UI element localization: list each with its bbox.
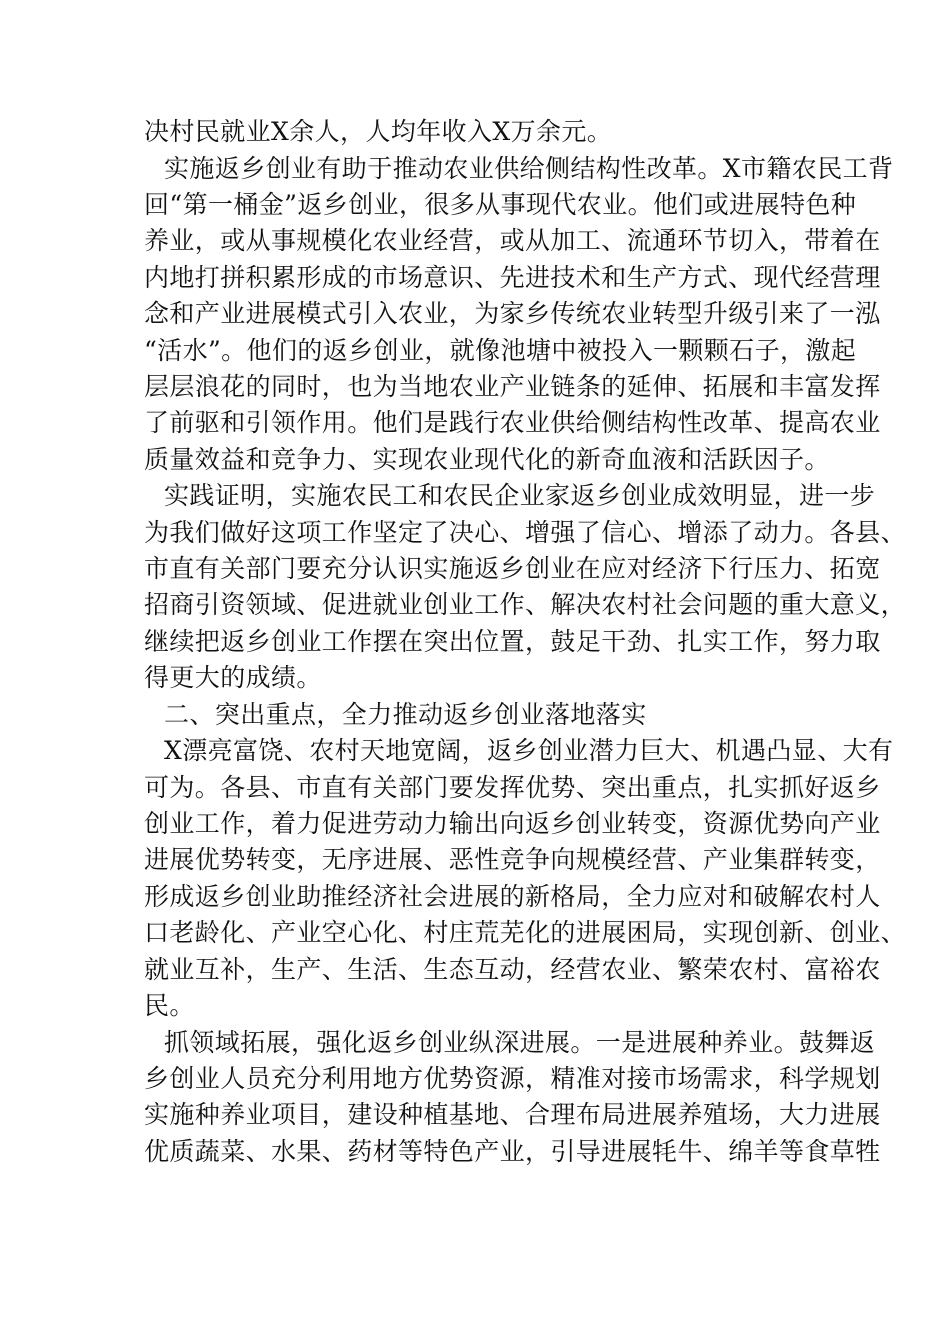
text-line: 就业互补，生产、生活、生态互动，经营农业、繁荣农村、富裕农 (144, 955, 881, 984)
text-line: 念和产业进展模式引入农业，为家乡传统农业转型升级引来了一泓 (144, 299, 881, 328)
text-line: 创业工作，着力促进劳动力输出向返乡创业转变，资源优势向产业 (144, 809, 881, 838)
text-line: “活水”。他们的返乡创业，就像池塘中被投入一颗颗石子，激起 (144, 336, 857, 365)
text-line: 养业，或从事规模化农业经营，或从加工、流通环节切入，带着在 (144, 226, 881, 255)
text-line: 进展优势转变，无序进展、恶性竞争向规模经营、产业集群转变， (144, 845, 881, 874)
text-line: 层层浪花的同时，也为当地农业产业链条的延伸、拓展和丰富发挥 (144, 372, 881, 401)
text-line: 决村民就业X余人，人均年收入X万余元。 (144, 117, 613, 146)
paragraph-first-line: X漂亮富饶、农村天地宽阔，返乡创业潜力巨大、机遇凸显、大有 (164, 736, 894, 765)
text-line: 实施种养业项目，建设种植基地、合理布局进展养殖场，大力进展 (144, 1100, 881, 1129)
section-heading: 二、突出重点，全力推动返乡创业落地落实 (164, 700, 647, 729)
text-line: 为我们做好这项工作坚定了决心、增强了信心、增添了动力。各县、 (144, 518, 907, 547)
text-line: 继续把返乡创业工作摆在突出位置，鼓足干劲、扎实工作，努力取 (144, 627, 881, 656)
text-line: 市直有关部门要充分认识实施返乡创业在应对经济下行压力、拓宽 (144, 554, 881, 583)
text-line: 招商引资领域、促进就业创业工作、解决农村社会问题的重大意义， (144, 590, 907, 619)
text-line: 优质蔬菜、水果、药材等特色产业，引导进展牦牛、绵羊等食草牲 (144, 1137, 881, 1166)
text-line: 质量效益和竞争力、实现农业现代化的新奇血液和活跃因子。 (144, 445, 830, 474)
paragraph-first-line: 实践证明，实施农民工和农民企业家返乡创业成效明显，进一步 (164, 481, 876, 510)
text-line: 乡创业人员充分利用地方优势资源，精准对接市场需求，科学规划 (144, 1064, 881, 1093)
text-line: 回“第一桶金”返乡创业，很多从事现代农业。他们或进展特色种 (144, 190, 857, 219)
paragraph-first-line: 实施返乡创业有助于推动农业供给侧结构性改革。X市籍农民工背 (164, 154, 894, 183)
text-line: 内地打拼积累形成的市场意识、先进技术和生产方式、现代经营理 (144, 263, 881, 292)
text-line: 了前驱和引领作用。他们是践行农业供给侧结构性改革、提高农业 (144, 408, 881, 437)
paragraph-first-line: 抓领域拓展，强化返乡创业纵深进展。一是进展种养业。鼓舞返 (164, 1028, 876, 1057)
text-line: 形成返乡创业助推经济社会进展的新格局，全力应对和破解农村人 (144, 882, 881, 911)
text-line: 得更大的成绩。 (144, 663, 322, 692)
text-line: 可为。各县、市直有关部门要发挥优势、突出重点，扎实抓好返乡 (144, 773, 881, 802)
text-line: 口老龄化、产业空心化、村庄荒芜化的进展困局，实现创新、创业、 (144, 918, 907, 947)
text-line: 民。 (144, 991, 195, 1020)
